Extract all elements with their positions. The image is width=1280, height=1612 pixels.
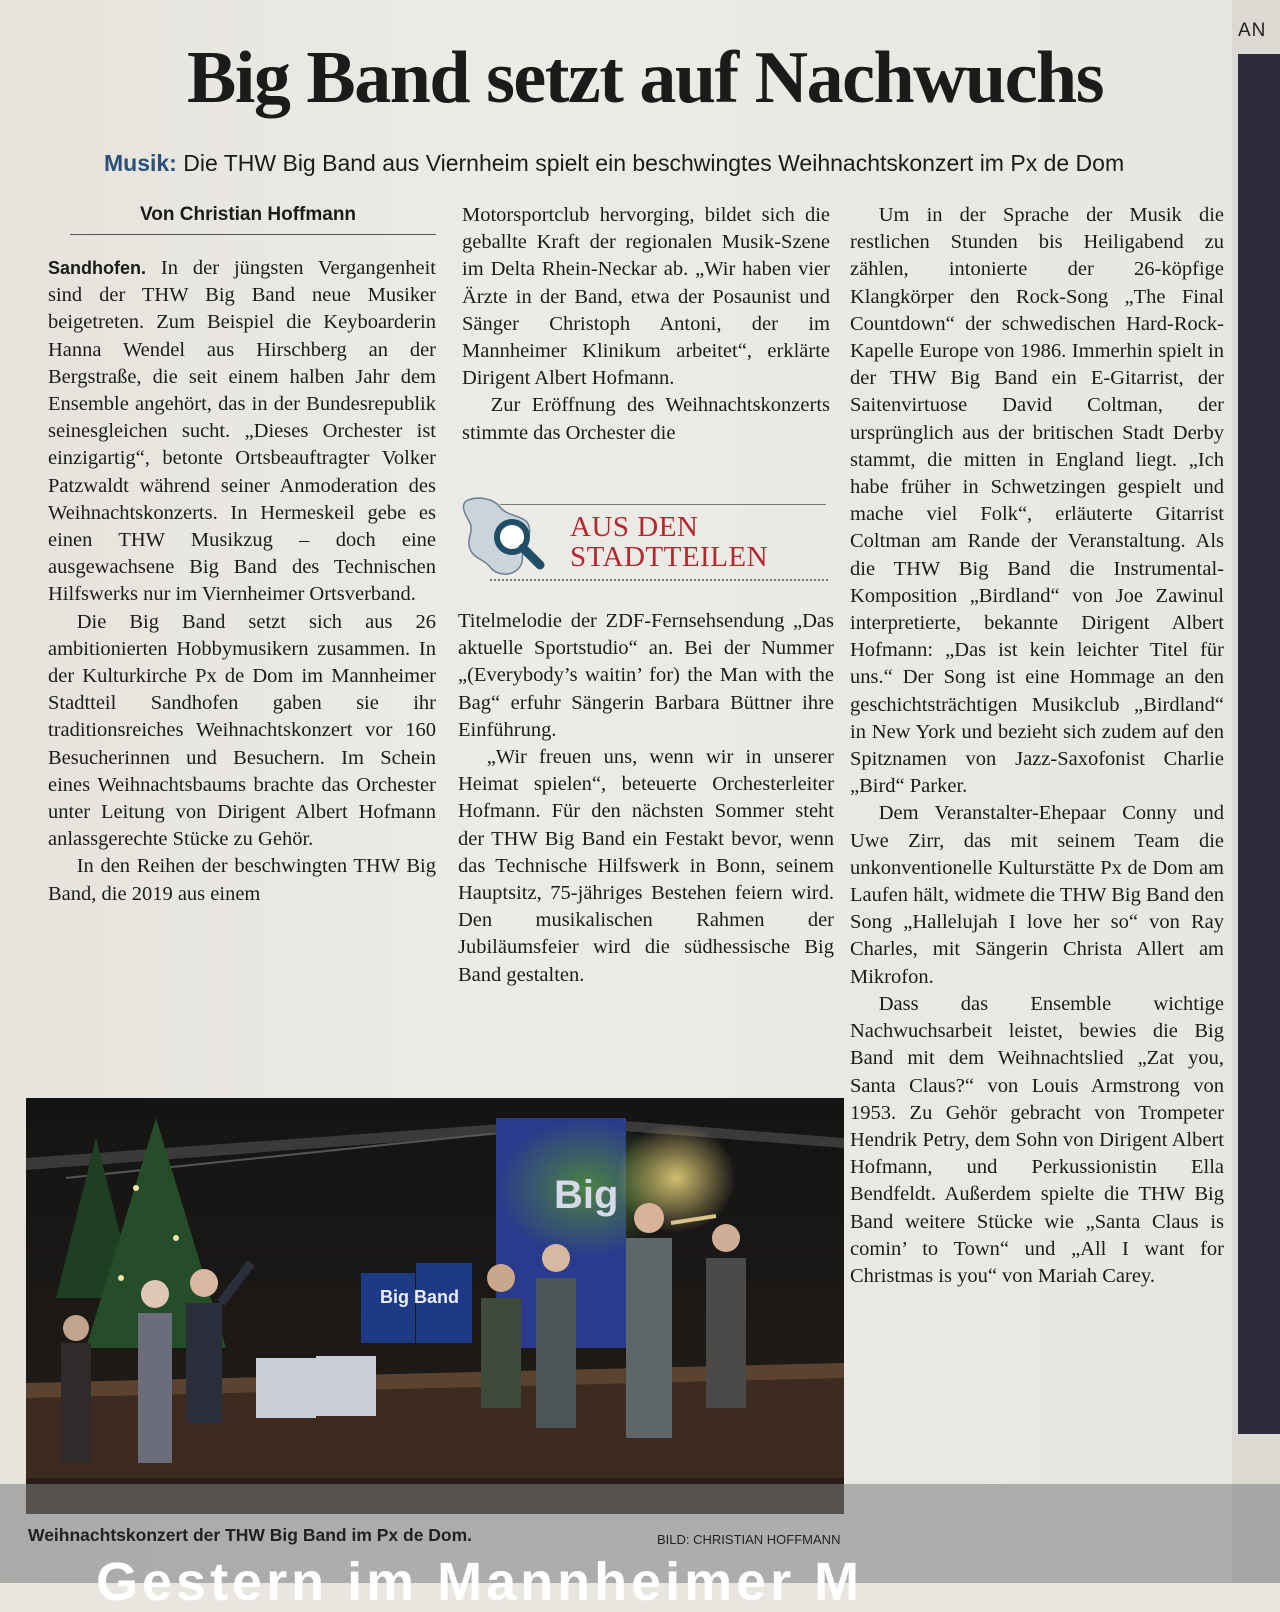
paragraph: „Wir freuen uns, wenn wir in unserer Heimat spielen“, beteuerte Orchesterleiter Hofmann. Für den nächsten Sommer steht der THW Big Band ein Festakt bevor, wenn das Technische Hilfswerk in Bonn, seinem Hauptsitz, 75-jähriges Bestehen feiern wird. Den musikalischen Rahmen der Jubiläumsfeier wird die südhessische Big Band gestalten. <box>458 746 834 986</box>
paragraph-text: In der jüngsten Vergangenheit sind der THW Big Band neue Musiker beigetreten. Zum Beispiel die Keyboarderin Hanna Wendel aus Hirschberg an der Bergstraße, die seit einem halben Jahr dem Ensemble angehört, das in der Bundesrepublik seinesgleichen sucht. „Dieses Orchester ist einzigartig“, betonte Ortsbeauftragter Volker Patzwaldt während seiner Anmoderation des Weihnachtskonzerts. In Hermeskeil gebe es einen THW Musikzug – doch eine ausgewachsene Big Band des Technischen Hilfswerks nur im Viernheimer Ortsverband. <box>48 257 436 606</box>
rubric-title-line-1: AUS DEN <box>570 511 699 543</box>
dateline: Sandhofen. <box>48 258 146 278</box>
subheadline-text: Die THW Big Band aus Viernheim spielt ein beschwingtes Weihnachtskonzert im Px de Dom <box>176 150 1125 176</box>
concert-photo <box>26 1098 844 1514</box>
article-headline: Big Band setzt auf Nachwuchs <box>187 37 1103 119</box>
text-column-2-top <box>462 202 830 447</box>
photo-caption: Weihnachtskonzert der THW Big Band im Px de Dom. <box>28 1525 473 1545</box>
magnifier-map-icon <box>460 493 560 581</box>
paragraph: Dem Veranstalter-Ehepaar Conny und Uwe Zirr, das mit seinem Team die unkonventionelle Kulturstätte Px de Dom am Laufen hält, widmete die THW Big Band den Song „Hallelujah I love her so“ von Ray Charles, mit Sängerin Christa Allert am Mikrofon. <box>850 802 1224 988</box>
banner-text: Big <box>554 1173 619 1217</box>
text-column-3 <box>850 202 1224 1290</box>
adjacent-page-dark-block <box>1238 54 1280 1434</box>
paragraph: Die Big Band setzt sich aus 26 ambitionierten Hobbymusikern zusammen. In der Kulturkirche Px de Dom im Mannheimer Stadtteil Sandhofen gaben sie ihr traditionsreiches Weihnachtskonzert vor 160 Besucherinnen und Besuchern. Im Schein eines Weihnachtsbaums brachte das Orchester unter Leitung von Dirigent Albert Hofmann anlassgerechte Stücke zu Gehör. <box>48 610 436 851</box>
paragraph: Zur Eröffnung des Weihnachtskonzerts stimmte das Orchester die <box>462 394 830 444</box>
subheadline-kicker: Musik: <box>104 150 177 176</box>
concert-photo-illustration <box>26 1098 844 1514</box>
section-rubric <box>460 487 828 583</box>
byline-rule <box>70 234 436 235</box>
paragraph: In den Reihen der beschwingten THW Big Band, die 2019 aus einem <box>48 855 436 905</box>
text-column-2-bottom <box>458 608 834 989</box>
adjacent-page-label: AN <box>1238 20 1267 41</box>
rubric-dotted-rule <box>490 579 828 581</box>
text-column-1 <box>48 255 436 908</box>
paragraph <box>48 255 436 609</box>
article-byline: Von Christian Hoffmann <box>140 204 357 225</box>
paragraph: Um in der Sprache der Musik die restlichen Stunden bis Heiligabend zu zählen, intonierte der 26-köpfige Klangkörper den Rock-Song „The Final Countdown“ der schwedischen Hard-Rock-Kapelle Europe von 1986. Immerhin spielt in der THW Big Band ein E-Gitarrist, der Saitenvirtuose David Coltman, der ursprünglich aus der britischen Stadt Derby stammt, die mitten in England liegt. „Ich habe früher in Schwetzingen gespielt und mache viel Folk“, erläuterte Gitarrist Coltman am Rande der Veranstaltung. Als die THW Big Band die Instrumental-Komposition „Birdland“ von Joe Zawinul interpretierte, bekannte Dirigent Albert Hofmann: „Das ist kein leichter Titel für uns.“ Der Song ist eine Hommage an den geschichtsträchtigen Musikclub „Birdland“ in New York und bezieht sich zudem auf den Spitznamen von Jazz-Saxofonist Charlie „Bird“ Parker. <box>850 204 1224 798</box>
overlay-caption: Gestern im Mannheimer M <box>96 1552 864 1612</box>
rubric-title-line-2: STADTTEILEN <box>570 541 769 573</box>
photo-credit: BILD: CHRISTIAN HOFFMANN <box>657 1532 841 1547</box>
paragraph: Dass das Ensemble wichtige Nachwuchsarbeit leistet, bewies die Big Band mit dem Weihnachtslied „Zat you, Santa Claus?“ von Louis Armstrong von 1953. Zu Gehör gebracht von Trompeter Hendrik Petry, dem Sohn von Dirigent Albert Hofmann, und Perkussionistin Ella Bendfeldt. Außerdem spielte die THW Big Band weitere Stücke wie „Santa Claus is comin’ to Town“ und „All I want for Christmas is you“ von Mariah Carey. <box>850 992 1224 1287</box>
paragraph: Titelmelodie der ZDF-Fernsehsendung „Das aktuelle Sportstudio“ an. Bei der Nummer „(Everybody’s waitin’ for) the Man with the Bag“ erfuhr Sängerin Barbara Büttner ihre Einführung. <box>458 610 834 741</box>
article-subheadline <box>104 146 1124 180</box>
paragraph: Motorsportclub hervorging, bildet sich die geballte Kraft der regionalen Musik-Szene im Delta Rhein-Neckar ab. „Wir haben vier Ärzte in der Band, etwa der Posaunist und Sänger Christoph Antoni, der im Mannheimer Klinikum arbeitet“, erklärte Dirigent Albert Hofmann. <box>462 204 830 390</box>
music-stand-banner-text: Big Band <box>380 1287 459 1307</box>
